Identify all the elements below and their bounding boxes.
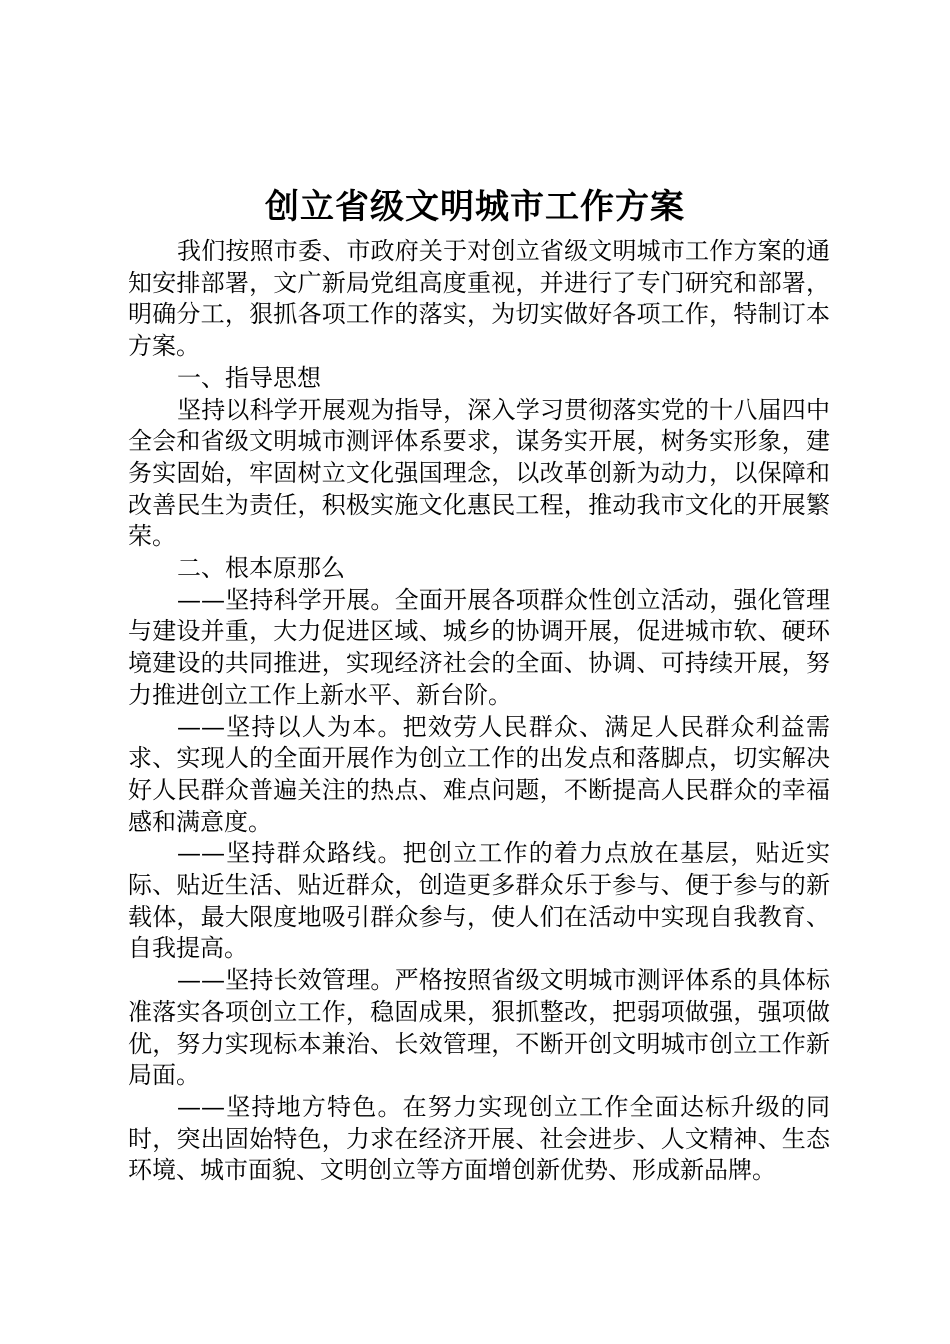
section-paragraph: 坚持以科学开展观为指导，深入学习贯彻落实党的十八届四中全会和省级文明城市测评体系要求，谋务实开展，树务实形象，建务实固始，牢固树立文化强国理念，以改革创新为动力，以保障和改善民生为责任，积极实施文化惠民工程，推动我市文化的开展繁荣。 <box>128 395 830 551</box>
document-body <box>128 236 830 1187</box>
document-title: 创立省级文明城市工作方案 <box>265 187 685 227</box>
principle-paragraph: ——坚持以人为本。把效劳人民群众、满足人民群众利益需求、实现人的全面开展作为创立工作的出发点和落脚点，切实解决好人民群众普遍关注的热点、难点问题，不断提高人民群众的幸福感和满意度。 <box>128 712 830 836</box>
principle-paragraph: ——坚持地方特色。在努力实现创立工作全面达标升级的同时，突出固始特色，力求在经济开展、社会进步、人文精神、生态环境、城市面貌、文明创立等方面增创新优势、形成新品牌。 <box>128 1092 830 1185</box>
section-heading-guiding-ideology: 一、指导思想 <box>177 363 321 392</box>
intro-paragraph: 我们按照市委、市政府关于对创立省级文明城市工作方案的通知安排部署，文广新局党组高度重视，并进行了专门研究和部署，明确分工，狠抓各项工作的落实，为切实做好各项工作，特制订本方案。 <box>128 237 830 361</box>
section-heading-basic-principles: 二、根本原那么 <box>177 554 345 583</box>
principle-paragraph: ——坚持群众路线。把创立工作的着力点放在基层，贴近实际、贴近生活、贴近群众，创造更多群众乐于参与、便于参与的新载体，最大限度地吸引群众参与，使人们在活动中实现自我教育、自我提高。 <box>128 839 830 963</box>
principle-paragraph: ——坚持长效管理。严格按照省级文明城市测评体系的具体标准落实各项创立工作，稳固成果，狠抓整改，把弱项做强，强项做优，努力实现标本兼治、长效管理，不断开创文明城市创立工作新局面。 <box>128 966 830 1090</box>
principle-paragraph: ——坚持科学开展。全面开展各项群众性创立活动，强化管理与建设并重，大力促进区域、城乡的协调开展，促进城市软、硬环境建设的共同推进，实现经济社会的全面、协调、可持续开展，努力推进创立工作上新水平、新台阶。 <box>128 585 830 709</box>
